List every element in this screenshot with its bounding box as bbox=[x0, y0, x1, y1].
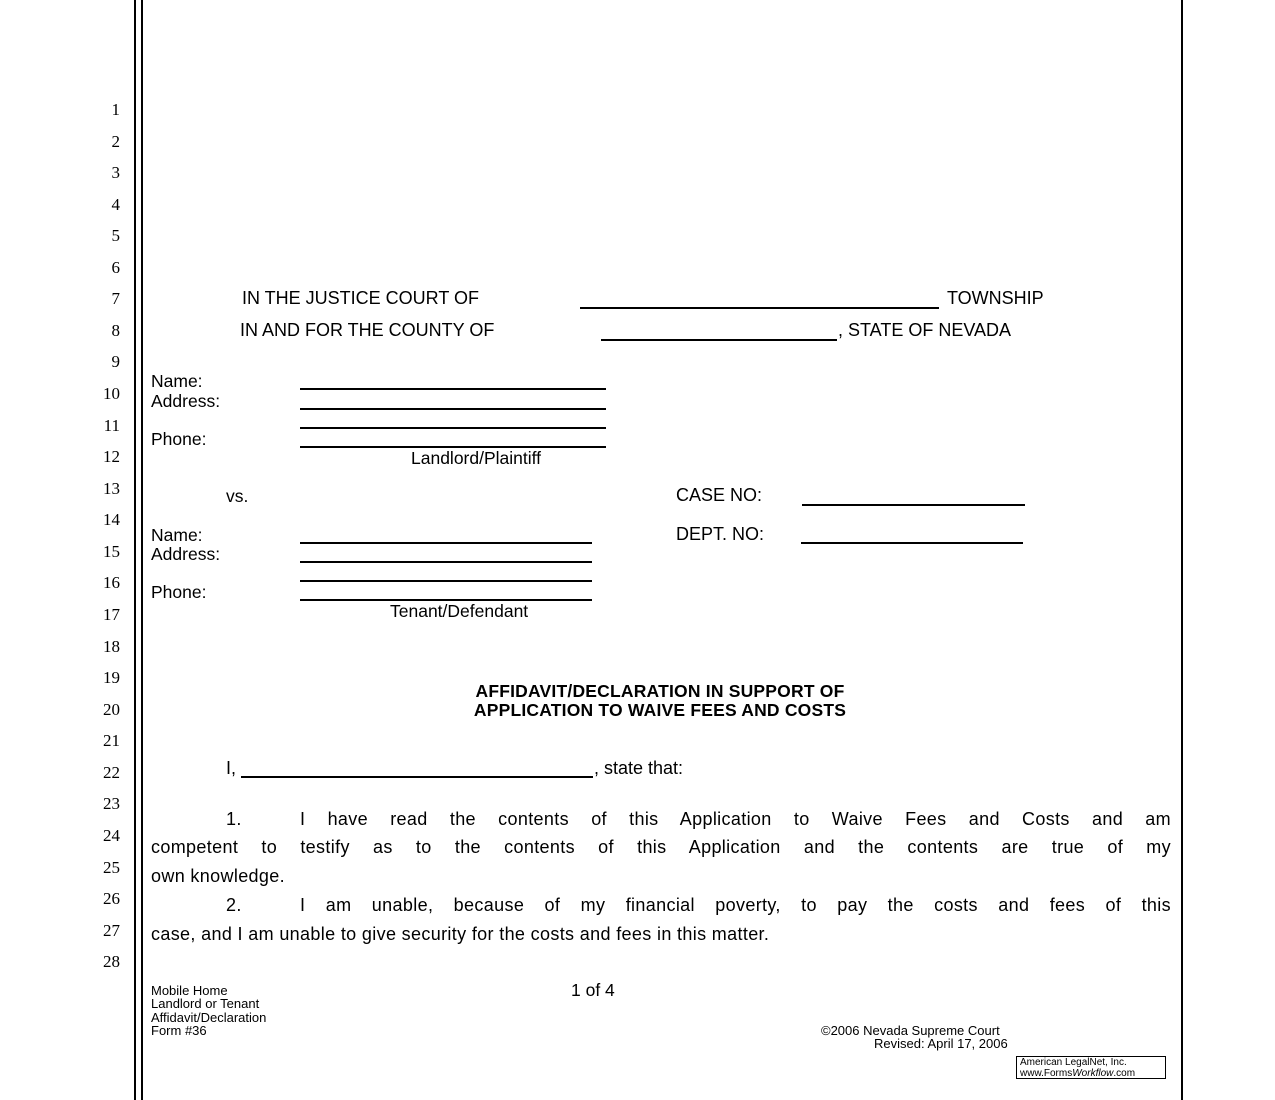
publisher-url-part: .com bbox=[1113, 1068, 1136, 1079]
line-number: 5 bbox=[111, 226, 120, 245]
line-number: 10 bbox=[103, 384, 120, 403]
line-number: 22 bbox=[103, 763, 120, 782]
dept-no-blank[interactable] bbox=[801, 542, 1023, 544]
line-number: 6 bbox=[111, 258, 120, 277]
line-number: 9 bbox=[111, 352, 120, 371]
defendant-address-label: Address: bbox=[151, 544, 221, 564]
line-number: 26 bbox=[103, 889, 120, 908]
publisher-brand-box bbox=[1016, 1056, 1166, 1079]
footer-form-line: Form #36 bbox=[151, 1023, 207, 1039]
case-no-blank[interactable] bbox=[802, 504, 1025, 506]
paragraph-2-line-2: case, and I am unable to give security for the costs and fees in this matter. bbox=[151, 924, 770, 944]
defendant-phone-label: Phone: bbox=[151, 582, 207, 602]
defendant-address-blank-1[interactable] bbox=[300, 561, 592, 563]
footer-revised: Revised: April 17, 2006 bbox=[874, 1036, 1008, 1051]
publisher-url-part: Workflow bbox=[1072, 1068, 1114, 1079]
defendant-name-blank[interactable] bbox=[300, 542, 592, 544]
document-title-line-1: AFFIDAVIT/DECLARATION IN SUPPORT OF bbox=[475, 681, 845, 701]
line-number: 1 bbox=[111, 100, 120, 119]
paragraph-2-line-1: I am unable, because of my financial poverty, to pay the costs and fees of this bbox=[300, 895, 1171, 915]
defendant-address-blank-2[interactable] bbox=[300, 580, 592, 582]
line-number: 13 bbox=[103, 479, 120, 498]
line-number: 19 bbox=[103, 668, 120, 687]
plaintiff-role: Landlord/Plaintiff bbox=[411, 448, 542, 468]
line-number: 14 bbox=[103, 510, 120, 529]
line-number: 23 bbox=[103, 794, 120, 813]
line-number: 16 bbox=[103, 573, 120, 592]
line-number: 24 bbox=[103, 826, 120, 845]
publisher-url[interactable] bbox=[1020, 1068, 1165, 1079]
document-title-line-2: APPLICATION TO WAIVE FEES AND COSTS bbox=[473, 700, 847, 720]
paragraph-1-number: 1. bbox=[226, 809, 242, 829]
paragraph-2-number: 2. bbox=[226, 895, 242, 915]
township-blank[interactable] bbox=[580, 307, 939, 309]
footer-form-info bbox=[151, 984, 266, 1038]
line-number: 11 bbox=[103, 416, 120, 435]
line-number: 8 bbox=[111, 321, 120, 340]
line-number: 21 bbox=[103, 731, 120, 750]
line-number: 3 bbox=[111, 163, 120, 182]
paragraph-1-line-2: competent to testify as to the contents of this Application and the contents are true of my bbox=[151, 837, 1171, 857]
page-number: 1 of 4 bbox=[571, 980, 615, 1000]
line-number: 20 bbox=[103, 700, 120, 719]
line-number: 7 bbox=[111, 289, 120, 308]
declarant-name-blank[interactable] bbox=[241, 776, 593, 778]
plaintiff-address-blank-2[interactable] bbox=[300, 427, 606, 429]
paragraph-1-line-3: own knowledge. bbox=[151, 866, 285, 886]
statement-suffix: , state that: bbox=[594, 758, 684, 778]
footer-form-line: Landlord or Tenant bbox=[151, 996, 260, 1012]
footer-form-line: Mobile Home bbox=[151, 983, 228, 998]
versus-label: vs. bbox=[226, 486, 249, 506]
line-number: 4 bbox=[111, 195, 120, 214]
paragraph-1-line-1: I have read the contents of this Application to Waive Fees and Costs and am bbox=[300, 809, 1171, 829]
line-number: 12 bbox=[103, 447, 120, 466]
court-caption-suffix: TOWNSHIP bbox=[947, 288, 1044, 308]
court-caption-prefix: IN THE JUSTICE COURT OF bbox=[242, 288, 480, 308]
county-caption-prefix: IN AND FOR THE COUNTY OF bbox=[240, 320, 495, 340]
publisher-name: American LegalNet, Inc. bbox=[1020, 1057, 1127, 1068]
case-no-label: CASE NO: bbox=[676, 485, 763, 505]
statement-prefix: I, bbox=[226, 758, 237, 778]
line-number: 28 bbox=[103, 952, 120, 971]
line-number: 27 bbox=[103, 921, 120, 940]
dept-no-label: DEPT. NO: bbox=[676, 524, 765, 544]
line-number: 18 bbox=[103, 637, 120, 656]
defendant-role: Tenant/Defendant bbox=[390, 601, 529, 621]
county-caption-suffix: , STATE OF NEVADA bbox=[838, 320, 1012, 340]
plaintiff-address-label: Address: bbox=[151, 391, 221, 411]
line-number: 15 bbox=[103, 542, 120, 561]
footer-form-line: Affidavit/Declaration bbox=[151, 1009, 267, 1025]
plaintiff-phone-label: Phone: bbox=[151, 429, 207, 449]
publisher-url-part: www.Forms bbox=[1020, 1068, 1073, 1079]
plaintiff-address-blank-1[interactable] bbox=[300, 408, 606, 410]
plaintiff-name-label: Name: bbox=[151, 371, 203, 391]
county-blank[interactable] bbox=[601, 339, 837, 341]
plaintiff-name-blank[interactable] bbox=[300, 388, 606, 390]
line-number: 17 bbox=[103, 605, 120, 624]
footer-copyright: ©2006 Nevada Supreme Court bbox=[821, 1023, 1000, 1038]
line-number: 25 bbox=[103, 858, 120, 877]
right-margin-rule bbox=[1181, 0, 1183, 1100]
defendant-name-label: Name: bbox=[151, 525, 203, 545]
left-margin-rule-outer bbox=[134, 0, 136, 1100]
line-number: 2 bbox=[111, 132, 120, 151]
left-margin-rule-inner bbox=[141, 0, 143, 1100]
